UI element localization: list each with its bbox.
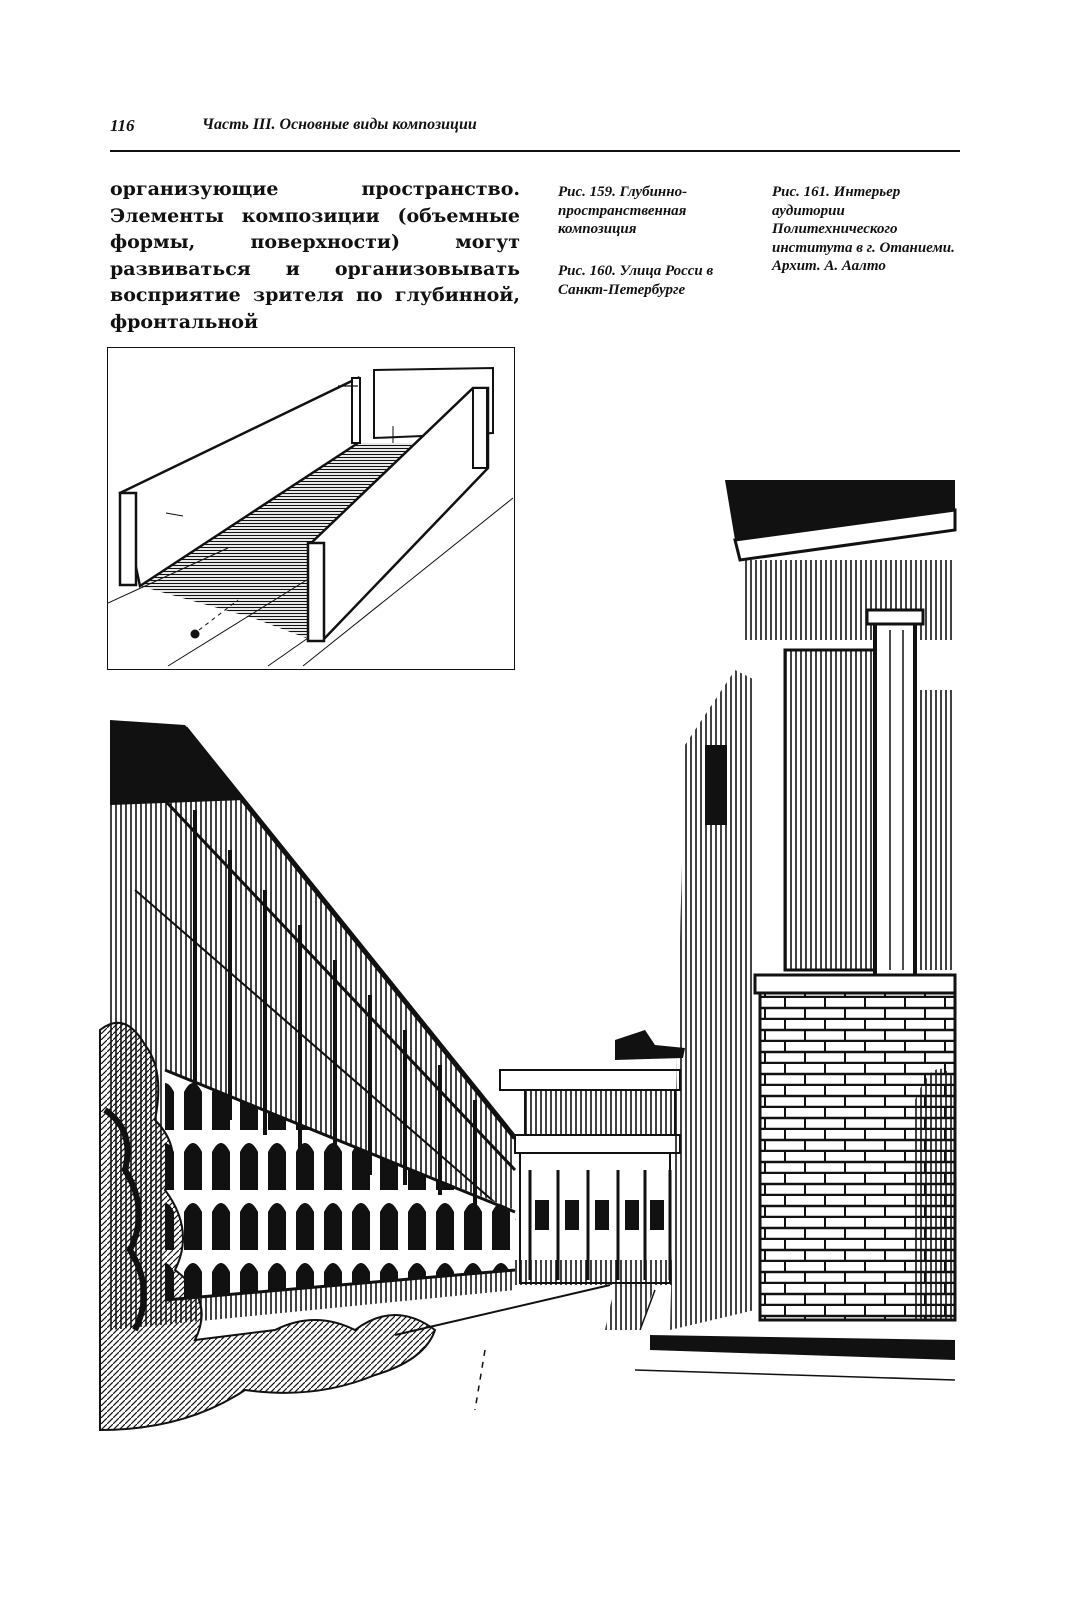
street-engraving-drawing: [95, 470, 960, 1435]
caption-fig-160: Рис. 160. Улица Росси в Санкт-Петербурге: [558, 263, 714, 298]
running-title: Часть III. Основные виды композиции: [202, 116, 477, 133]
page-header: [110, 116, 960, 152]
caption-fig-161: Рис. 161. Интерьер аудитории Политехнического института в г. Отаниеми. Архит. А. Аалто: [772, 184, 955, 274]
figure-street-illustration: [95, 470, 960, 1435]
caption-fig-159: Рис. 159. Глубинно-пространственная композиция: [558, 184, 688, 237]
body-paragraph: организующие пространство. Элементы композиции (объемные формы, поверхности) могут развиваться и организовывать восприятие зрителя по глубинной, фронтальной: [110, 178, 520, 333]
page-number: 116: [110, 116, 135, 135]
